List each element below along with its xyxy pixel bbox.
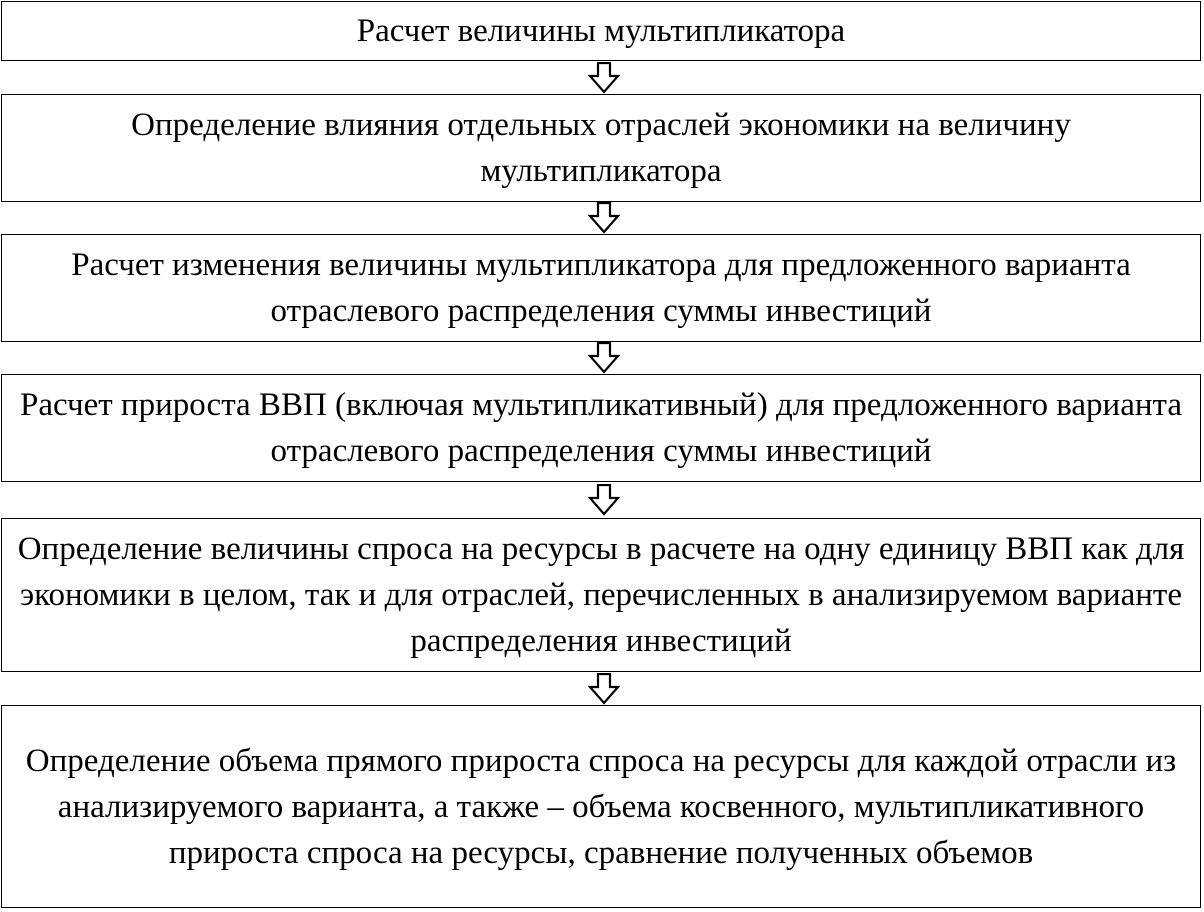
step-3-box <box>1 234 1201 342</box>
step-1-label: Расчет величины мультипликатора <box>356 13 846 49</box>
step-6-box <box>1 705 1201 908</box>
step-5-box <box>1 518 1201 672</box>
down-arrow-icon <box>588 62 620 94</box>
step-2-label: Определение влияния отдельных отраслей экономики на величину мультипликатора <box>131 107 1071 189</box>
step-4-box <box>1 374 1201 482</box>
step-4-label: Расчет прироста ВВП (включая мультипликативный) для предложенного варианта отраслевого распределения суммы инвестиций <box>20 387 1182 469</box>
step-1-box <box>1 1 1201 61</box>
down-arrow-icon <box>588 673 620 705</box>
step-6-label: Определение объема прямого прироста спроса на ресурсы для каждой отрасли из анализируемого варианта, а также – объема косвенного, мультипликативного прироста спроса на ресурсы, сравнение полученных объемов <box>25 742 1177 871</box>
step-3-label: Расчет изменения величины мультипликатора для предложенного варианта отраслевого распределения суммы инвестиций <box>71 247 1131 329</box>
step-5-label: Определение величины спроса на ресурсы в расчете на одну единицу ВВП как для экономики в целом, так и для отраслей, перечисленных в анализируемом варианте распределения инвестиций <box>17 531 1185 659</box>
step-2-box <box>1 94 1201 202</box>
down-arrow-icon <box>588 202 620 234</box>
down-arrow-icon <box>588 484 620 516</box>
down-arrow-icon <box>588 342 620 374</box>
